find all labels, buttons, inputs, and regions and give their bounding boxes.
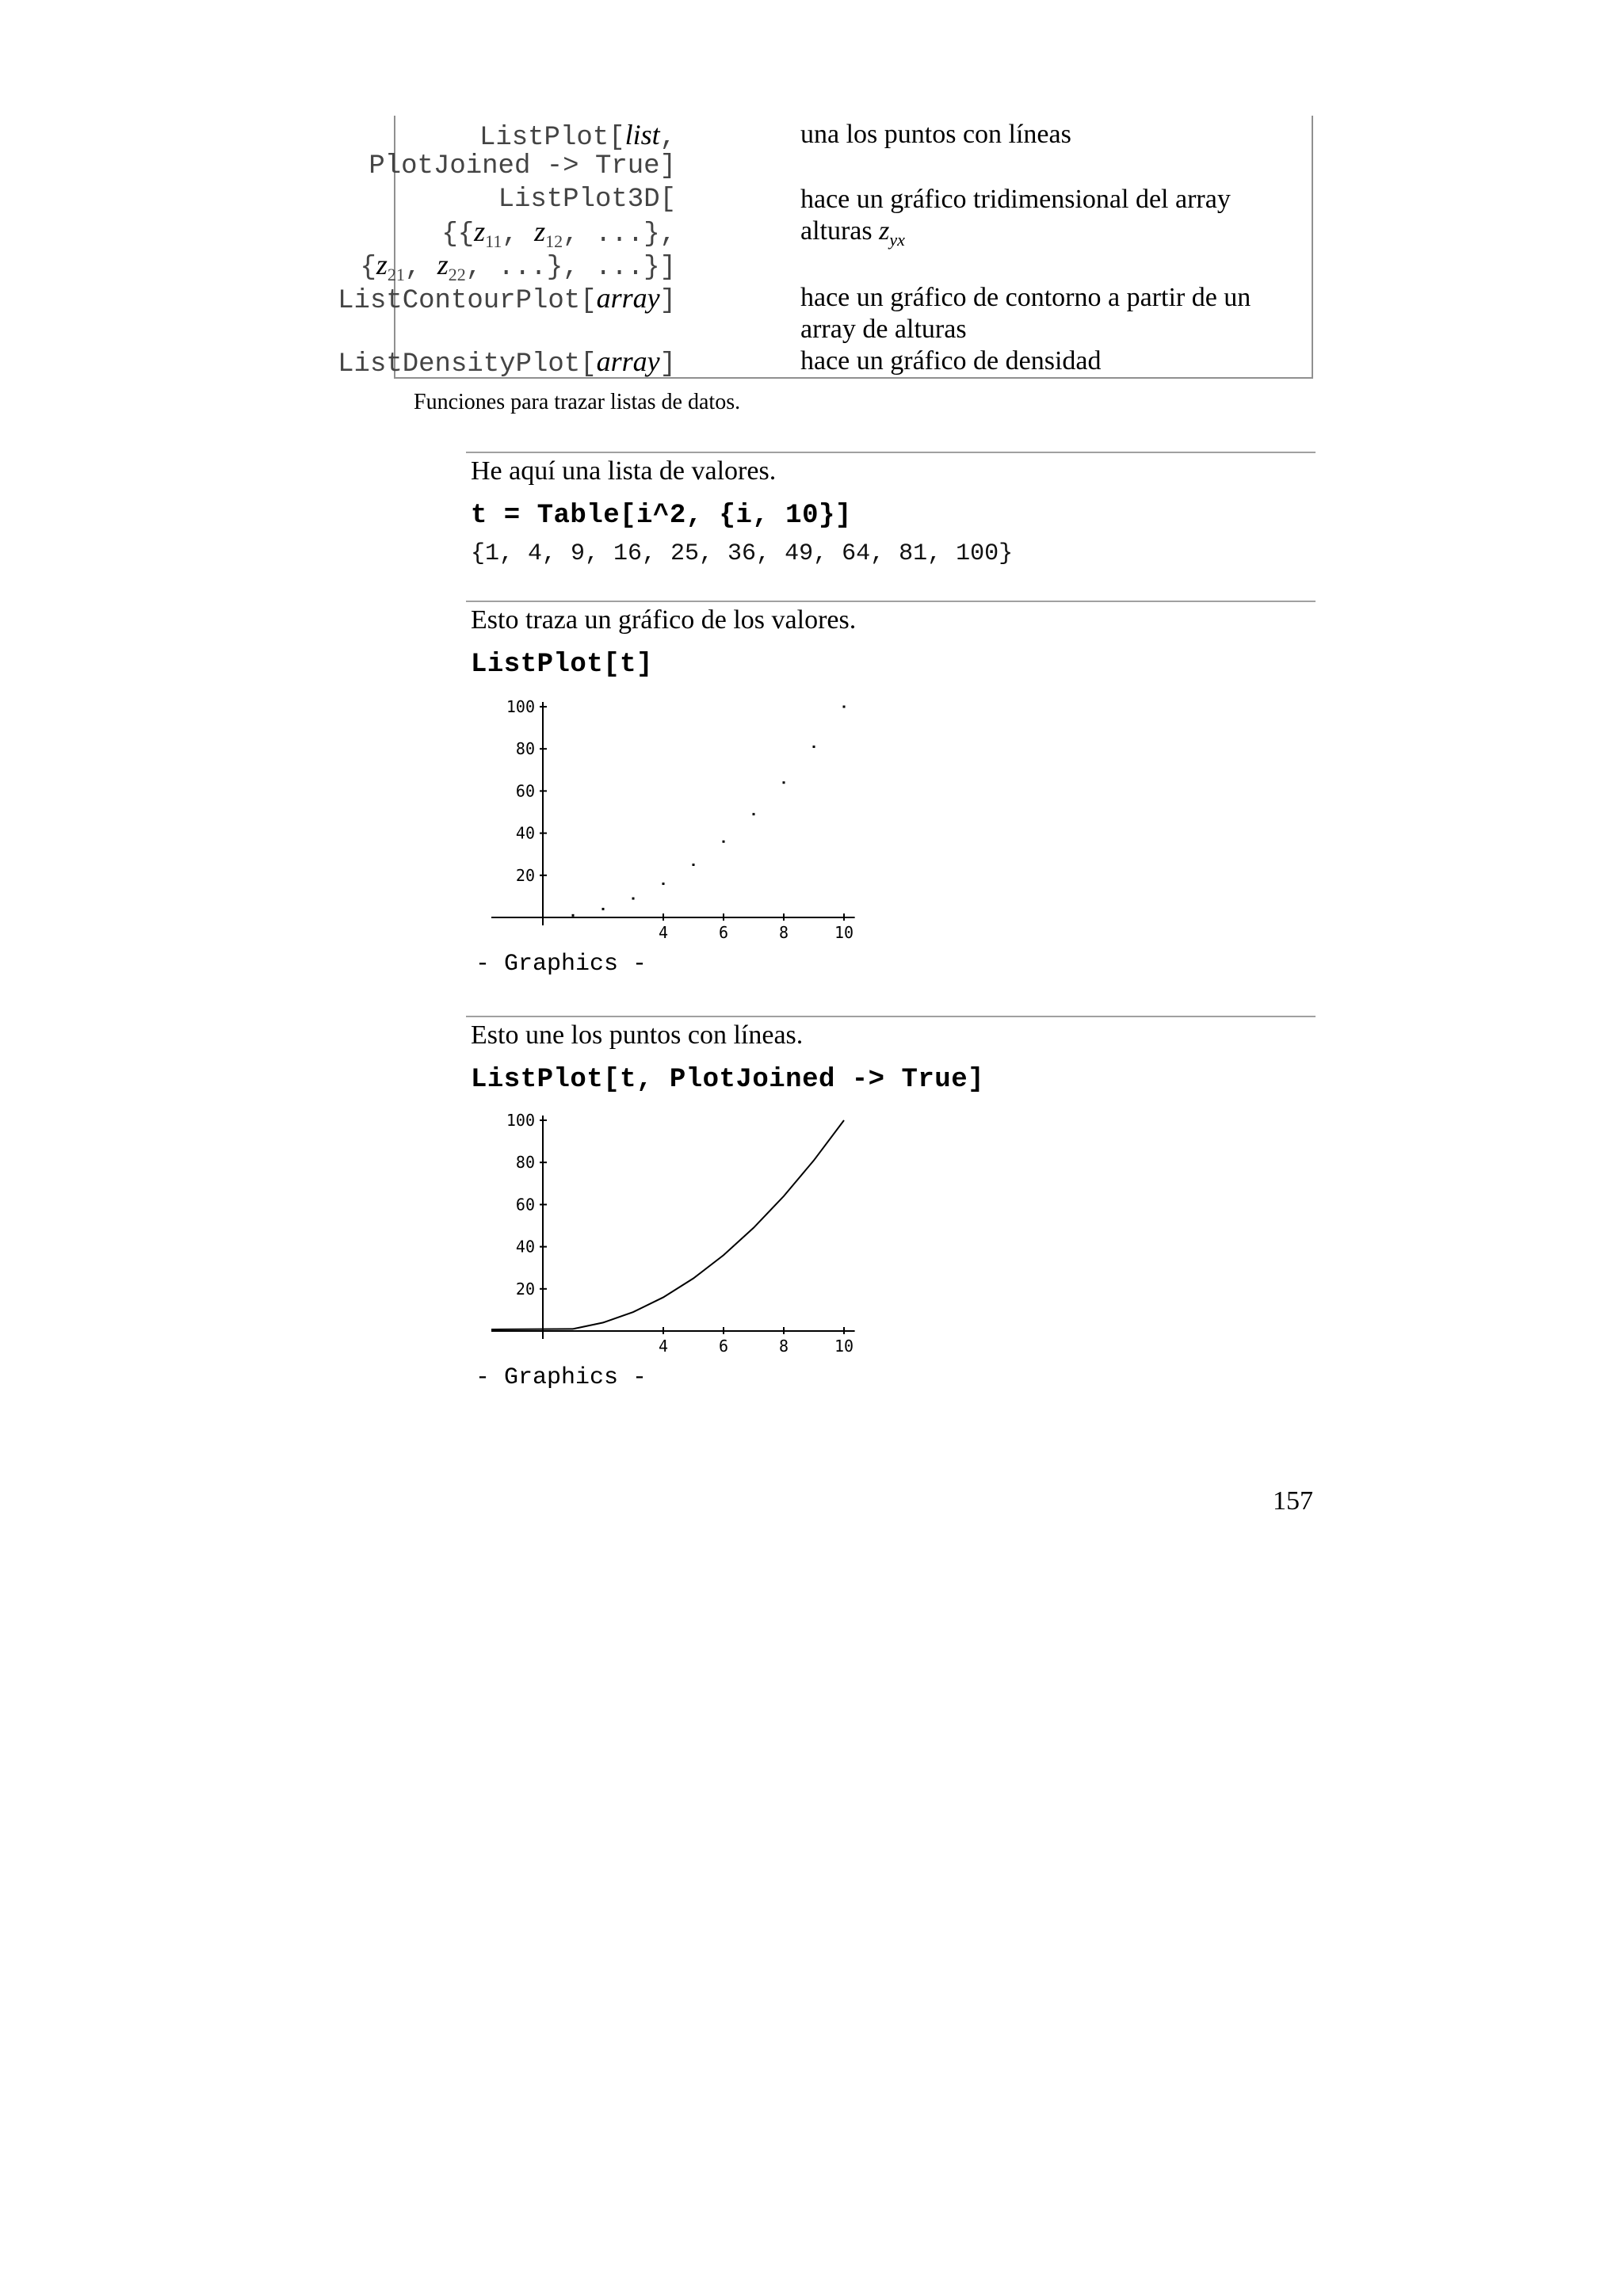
table-row-2-code-line-3: {$z_{21}$, $z_{22}$, ...}, ...}] <box>360 249 676 284</box>
x-tick-label: 4 <box>658 1337 669 1356</box>
data-point <box>663 883 665 885</box>
y-tick-label: 80 <box>515 739 535 759</box>
y-tick-label: 40 <box>515 1237 535 1257</box>
table-row-4-description: hace un gráfico de densidad <box>800 346 1102 376</box>
cell-2-divider <box>466 601 1316 602</box>
y-tick-label: 100 <box>506 697 535 716</box>
cell-2-input[interactable]: ListPlot[t] <box>471 650 653 680</box>
y-tick-label: 20 <box>515 865 535 885</box>
line-plot <box>475 1103 864 1372</box>
cell-1-text: He aquí una lista de valores. <box>471 456 777 486</box>
x-tick-label: 8 <box>778 1337 789 1356</box>
x-tick-label: 4 <box>658 923 669 942</box>
cell-2-text: Esto traza un gráfico de los valores. <box>471 605 857 635</box>
table-row-3-code: ListContourPlot[array] <box>338 282 676 316</box>
x-tick-label: 6 <box>718 1337 729 1356</box>
page-number: 157 <box>1273 1486 1313 1516</box>
data-point <box>602 908 605 910</box>
scatter-plot <box>475 689 864 959</box>
table-row-1-description: una los puntos con líneas <box>800 120 1071 149</box>
x-tick-label: 10 <box>834 1337 854 1356</box>
x-tick-label: 8 <box>778 923 789 942</box>
data-point <box>632 898 635 900</box>
data-point <box>572 914 575 917</box>
data-point <box>783 781 785 784</box>
table-row-2-description-line-1: hace un gráfico tridimensional del array <box>800 185 1231 214</box>
data-line <box>573 1120 844 1329</box>
y-tick-label: 40 <box>515 823 535 843</box>
table-row-1-code-line-2: PlotJoined -> True] <box>369 151 676 181</box>
table-row-2-description-line-2: alturas $z_{yx}$ <box>800 216 905 250</box>
y-tick-label: 20 <box>515 1279 535 1299</box>
data-point <box>843 706 846 708</box>
x-tick-label: 6 <box>718 923 729 942</box>
data-point <box>753 813 755 815</box>
cell-2-graphics-label: - Graphics - <box>475 951 647 978</box>
table-row-4-code: ListDensityPlot[array] <box>338 345 676 379</box>
data-point <box>723 841 725 843</box>
table-row-1-code-line-1: ListPlot[list, <box>479 119 676 153</box>
x-tick-label: 10 <box>834 923 854 942</box>
cell-3-input[interactable]: ListPlot[t, PlotJoined -> True] <box>471 1065 985 1095</box>
table-row-3-description-line-1: hace un gráfico de contorno a partir de un <box>800 283 1251 312</box>
cell-3-graphics-label: - Graphics - <box>475 1364 647 1391</box>
y-tick-label: 80 <box>515 1153 535 1173</box>
cell-1-divider <box>466 452 1316 453</box>
y-tick-label: 60 <box>515 1195 535 1215</box>
table-row-2-code-line-2: {{$z_{11}$, $z_{12}$, ...}, <box>441 215 676 251</box>
data-point <box>693 864 695 866</box>
table-caption: Funciones para trazar listas de datos. <box>414 390 741 414</box>
table-row-2-code-line-1: ListPlot3D[ <box>498 185 676 215</box>
cell-3-text: Esto une los puntos con líneas. <box>471 1020 804 1050</box>
y-tick-label: 60 <box>515 781 535 801</box>
cell-1-output: {1, 4, 9, 16, 25, 36, 49, 64, 81, 100} <box>471 540 1014 567</box>
cell-1-input[interactable]: t = Table[i^2, {i, 10}] <box>471 501 852 531</box>
table-row-3-description-line-2: array de alturas <box>800 315 967 344</box>
cell-3-divider <box>466 1016 1316 1017</box>
data-point <box>813 746 815 748</box>
y-tick-label: 100 <box>506 1111 535 1130</box>
